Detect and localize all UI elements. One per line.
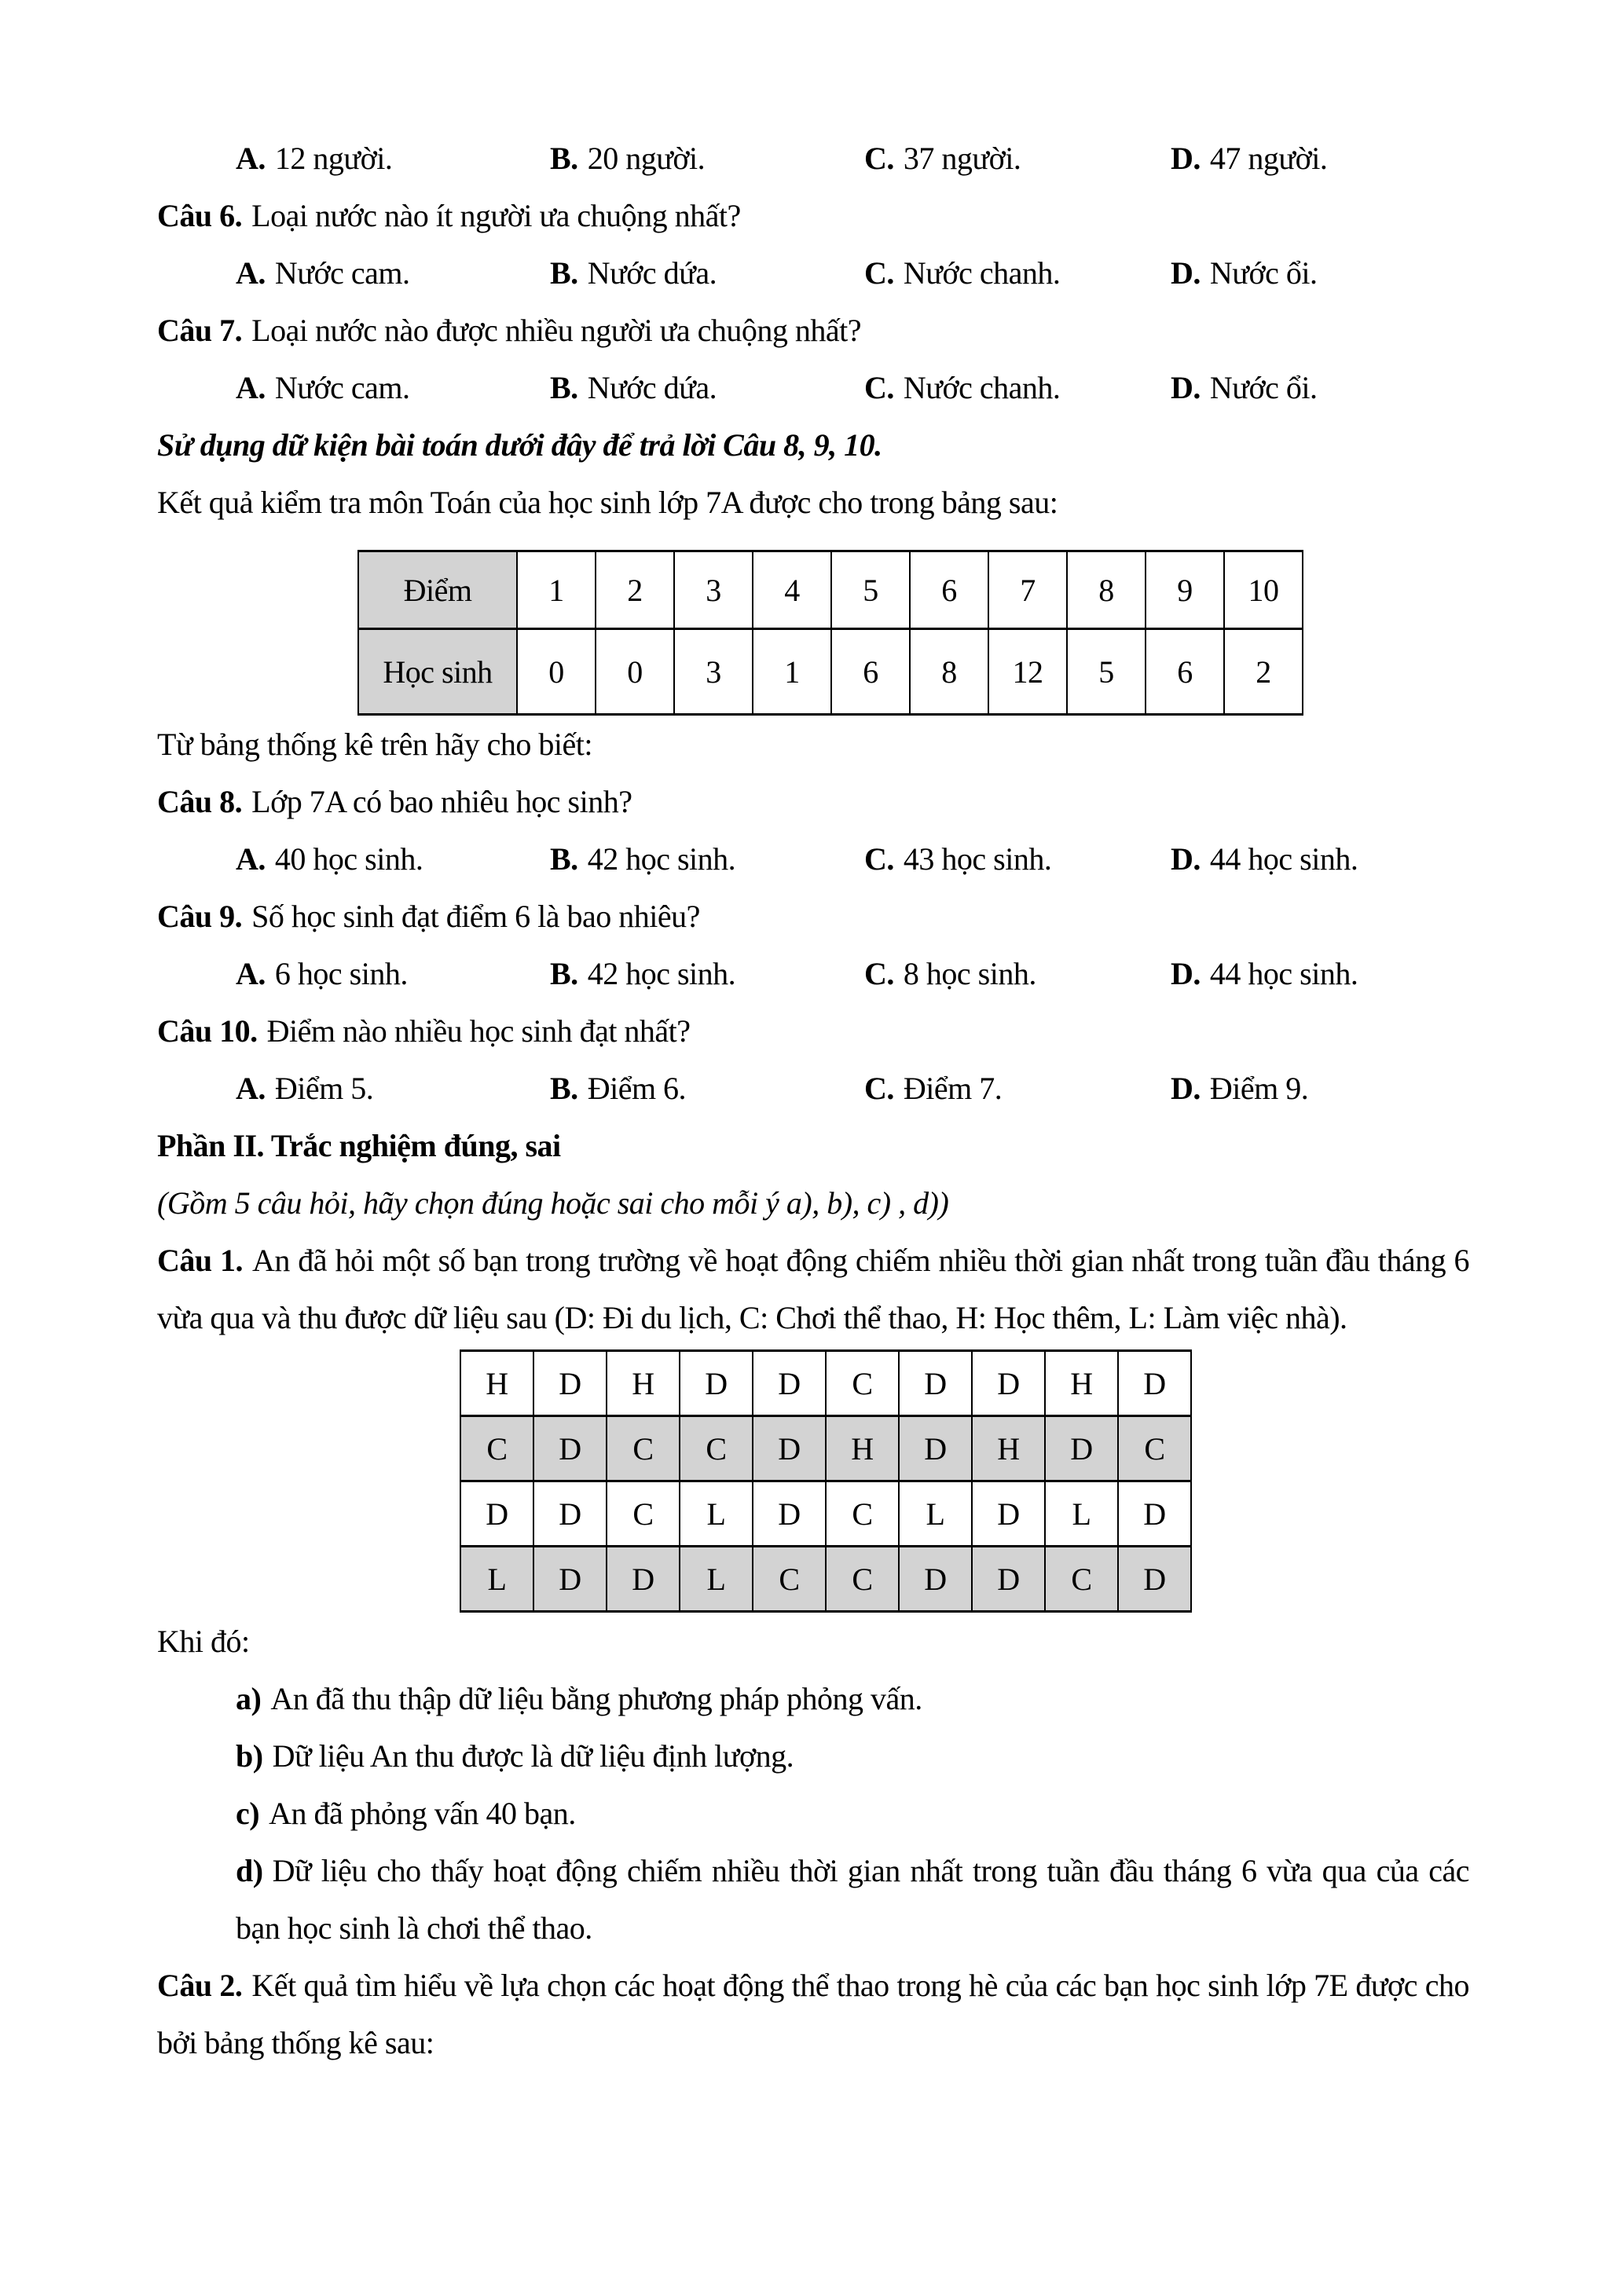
question-number: Câu 6. xyxy=(157,198,243,233)
option-label: C. xyxy=(864,1071,894,1106)
option-text: 12 người. xyxy=(274,141,393,176)
option-d xyxy=(1171,359,1469,416)
table-cell: 2 xyxy=(1224,629,1303,715)
question-text: Kết quả tìm hiểu về lựa chọn các hoạt động thể thao trong hè của các bạn học sinh lớp 7E được cho bởi bảng thống kê sau: xyxy=(157,1968,1469,2060)
option-text: 6 học sinh. xyxy=(274,956,408,991)
option-c xyxy=(864,1060,1171,1117)
table-cell: C xyxy=(607,1416,680,1481)
option-text: Điểm 9. xyxy=(1209,1071,1309,1106)
option-d xyxy=(1171,244,1469,302)
option-text: 47 người. xyxy=(1209,141,1328,176)
instruction-note xyxy=(157,416,1469,474)
table-cell: 8 xyxy=(1067,551,1146,629)
section-note xyxy=(157,1174,1469,1232)
table-cell: 8 xyxy=(910,629,988,715)
option-label: A. xyxy=(236,370,266,405)
table-cell: C xyxy=(1118,1416,1191,1481)
option-label: D. xyxy=(1171,255,1201,291)
question-line xyxy=(157,1002,1469,1060)
option-label: D. xyxy=(1171,370,1201,405)
table-row xyxy=(358,551,1303,629)
option-text: Nước chanh. xyxy=(903,370,1061,405)
table-cell: D xyxy=(899,1351,972,1416)
text-content: An đã thu thập dữ liệu bằng phương pháp phỏng vấn. xyxy=(270,1681,922,1716)
answer-options-row xyxy=(157,945,1469,1002)
question-number: Câu 7. xyxy=(157,313,243,348)
option-label: A. xyxy=(236,255,266,291)
question-line xyxy=(157,187,1469,244)
question-text: Loại nước nào được nhiều người ưa chuộng nhất? xyxy=(251,313,861,348)
table-cell: H xyxy=(460,1351,533,1416)
table-cell: 7 xyxy=(988,551,1067,629)
question-line xyxy=(157,1232,1469,1346)
paragraph xyxy=(157,474,1469,531)
question-text: Số học sinh đạt điểm 6 là bao nhiêu? xyxy=(251,899,700,934)
table-cell: 3 xyxy=(674,629,753,715)
question-line xyxy=(157,773,1469,830)
table-cell: 12 xyxy=(988,629,1067,715)
table-cell: C xyxy=(826,1481,899,1547)
option-label: C. xyxy=(864,841,894,877)
question-text: Loại nước nào ít người ưa chuộng nhất? xyxy=(251,198,741,233)
answer-options-row xyxy=(157,244,1469,302)
option-a xyxy=(236,830,550,888)
table-cell: C xyxy=(826,1351,899,1416)
table-cell: 6 xyxy=(910,551,988,629)
option-label: B. xyxy=(550,841,578,877)
option-text: 8 học sinh. xyxy=(903,956,1036,991)
table-cell: D xyxy=(1118,1481,1191,1547)
question-number: Câu 8. xyxy=(157,784,243,819)
option-text: 42 học sinh. xyxy=(587,841,736,877)
option-a xyxy=(236,1060,550,1117)
question-number: Câu 9. xyxy=(157,899,243,934)
table-cell: D xyxy=(899,1416,972,1481)
option-text: Nước dứa. xyxy=(587,255,717,291)
text-content: Sử dụng dữ kiện bài toán dưới đây để trả lời Câu 8, 9, 10. xyxy=(157,427,882,463)
option-label: B. xyxy=(550,1071,578,1106)
table-cell: 6 xyxy=(1146,629,1224,715)
table-cell: D xyxy=(753,1351,826,1416)
statement-line xyxy=(157,1842,1469,1957)
row-header-cell: Học sinh xyxy=(358,629,517,715)
option-label: A. xyxy=(236,141,266,176)
table-cell: 5 xyxy=(1067,629,1146,715)
option-b xyxy=(550,244,864,302)
option-label: D. xyxy=(1171,1071,1201,1106)
table-row xyxy=(358,629,1303,715)
table-row xyxy=(460,1547,1191,1612)
text-content: Kết quả kiểm tra môn Toán của học sinh lớp 7A được cho trong bảng sau: xyxy=(157,485,1058,520)
table-row xyxy=(460,1416,1191,1481)
option-label: D. xyxy=(1171,141,1201,176)
option-text: Nước dứa. xyxy=(587,370,717,405)
option-text: Nước cam. xyxy=(274,370,410,405)
option-a xyxy=(236,359,550,416)
option-b xyxy=(550,945,864,1002)
table-cell: H xyxy=(607,1351,680,1416)
option-label: C. xyxy=(864,956,894,991)
option-text: 42 học sinh. xyxy=(587,956,736,991)
option-text: Điểm 5. xyxy=(274,1071,374,1106)
table-cell: L xyxy=(899,1481,972,1547)
section-heading xyxy=(157,1117,1469,1174)
option-label: C. xyxy=(864,370,894,405)
table-cell: D xyxy=(1118,1351,1191,1416)
table-cell: C xyxy=(753,1547,826,1612)
option-label: B. xyxy=(550,370,578,405)
table-cell: D xyxy=(1118,1547,1191,1612)
table-cell: D xyxy=(972,1481,1045,1547)
statement-label: a) xyxy=(236,1681,262,1716)
question-line xyxy=(157,1957,1469,2071)
statement-label: c) xyxy=(236,1796,260,1831)
option-text: 20 người. xyxy=(587,141,706,176)
table-cell: L xyxy=(460,1547,533,1612)
table-cell: 1 xyxy=(517,551,596,629)
table-cell: L xyxy=(1045,1481,1118,1547)
option-c xyxy=(864,130,1171,187)
option-label: A. xyxy=(236,841,266,877)
option-text: Điểm 7. xyxy=(903,1071,1003,1106)
table-cell: H xyxy=(1045,1351,1118,1416)
option-d xyxy=(1171,830,1469,888)
text-content: Dữ liệu cho thấy hoạt động chiếm nhiều thời gian nhất trong tuần đầu tháng 6 vừa qua của các bạn học sinh là chơi thể thao. xyxy=(236,1853,1469,1946)
option-b xyxy=(550,359,864,416)
row-header-cell: Điểm xyxy=(358,551,517,629)
question-text: An đã hỏi một số bạn trong trường về hoạt động chiếm nhiều thời gian nhất trong tuần đầu tháng 6 vừa qua và thu được dữ liệu sau (D: Đi du lịch, C: Chơi thể thao, H: Học thêm, L: Làm việc nhà). xyxy=(157,1243,1469,1335)
option-label: A. xyxy=(236,956,266,991)
option-label: B. xyxy=(550,956,578,991)
paragraph xyxy=(157,1613,1469,1670)
table-cell: C xyxy=(680,1416,753,1481)
question-line xyxy=(157,888,1469,945)
table-cell: 0 xyxy=(517,629,596,715)
answer-options-row xyxy=(157,1060,1469,1117)
table-cell: D xyxy=(972,1351,1045,1416)
option-label: D. xyxy=(1171,956,1201,991)
table-cell: 9 xyxy=(1146,551,1224,629)
statement-label: b) xyxy=(236,1738,263,1774)
table-cell: H xyxy=(826,1416,899,1481)
table-cell: D xyxy=(533,1481,607,1547)
table-cell: 2 xyxy=(596,551,674,629)
option-label: C. xyxy=(864,141,894,176)
activity-table xyxy=(460,1349,1192,1613)
option-b xyxy=(550,1060,864,1117)
table-cell: 10 xyxy=(1224,551,1303,629)
text-content: An đã phỏng vấn 40 bạn. xyxy=(269,1796,576,1831)
statement-label: d) xyxy=(236,1853,263,1888)
option-a xyxy=(236,130,550,187)
option-text: 43 học sinh. xyxy=(903,841,1052,877)
answer-options-row xyxy=(157,830,1469,888)
option-label: D. xyxy=(1171,841,1201,877)
option-text: 44 học sinh. xyxy=(1209,956,1358,991)
question-number: Câu 1. xyxy=(157,1243,244,1278)
option-text: Nước chanh. xyxy=(903,255,1061,291)
option-text: 37 người. xyxy=(903,141,1021,176)
statement-line xyxy=(157,1727,1469,1785)
table-cell: D xyxy=(607,1547,680,1612)
option-d xyxy=(1171,130,1469,187)
option-d xyxy=(1171,945,1469,1002)
text-content: Phần II. Trắc nghiệm đúng, sai xyxy=(157,1128,561,1163)
option-text: 44 học sinh. xyxy=(1209,841,1358,877)
table-row xyxy=(460,1351,1191,1416)
option-text: Nước ổi. xyxy=(1209,370,1318,405)
text-content: (Gồm 5 câu hỏi, hãy chọn đúng hoặc sai cho mỗi ý a), b), c) , d)) xyxy=(157,1185,949,1221)
question-text: Lớp 7A có bao nhiêu học sinh? xyxy=(251,784,632,819)
table-row xyxy=(460,1481,1191,1547)
table-cell: D xyxy=(972,1547,1045,1612)
option-d xyxy=(1171,1060,1469,1117)
table-cell: C xyxy=(460,1416,533,1481)
option-text: Nước ổi. xyxy=(1209,255,1318,291)
table-cell: D xyxy=(460,1481,533,1547)
table-cell: D xyxy=(1045,1416,1118,1481)
question-number: Câu 2. xyxy=(157,1968,243,2003)
text-content: Dữ liệu An thu được là dữ liệu định lượng. xyxy=(272,1738,794,1774)
question-number: Câu 10. xyxy=(157,1013,258,1049)
table-cell: D xyxy=(753,1481,826,1547)
table-cell: D xyxy=(899,1547,972,1612)
text-content: Khi đó: xyxy=(157,1624,250,1659)
option-c xyxy=(864,244,1171,302)
option-c xyxy=(864,945,1171,1002)
table-cell: 1 xyxy=(753,629,831,715)
table-cell: 6 xyxy=(831,629,910,715)
table-cell: L xyxy=(680,1547,753,1612)
table-cell: 0 xyxy=(596,629,674,715)
table-cell: 4 xyxy=(753,551,831,629)
table-cell: C xyxy=(607,1481,680,1547)
table-cell: D xyxy=(680,1351,753,1416)
option-c xyxy=(864,830,1171,888)
option-b xyxy=(550,830,864,888)
option-text: Nước cam. xyxy=(274,255,410,291)
option-c xyxy=(864,359,1171,416)
table-cell: D xyxy=(753,1416,826,1481)
answer-options-row xyxy=(157,359,1469,416)
option-a xyxy=(236,244,550,302)
table-cell: D xyxy=(533,1416,607,1481)
option-label: C. xyxy=(864,255,894,291)
table-cell: D xyxy=(533,1547,607,1612)
question-line xyxy=(157,302,1469,359)
paragraph xyxy=(157,716,1469,773)
table-cell: 5 xyxy=(831,551,910,629)
statement-line xyxy=(157,1785,1469,1842)
answer-options-row xyxy=(157,130,1469,187)
option-text: Điểm 6. xyxy=(587,1071,687,1106)
option-label: B. xyxy=(550,255,578,291)
table-cell: C xyxy=(1045,1547,1118,1612)
option-label: A. xyxy=(236,1071,266,1106)
option-label: B. xyxy=(550,141,578,176)
question-text: Điểm nào nhiều học sinh đạt nhất? xyxy=(266,1013,691,1049)
table-cell: 3 xyxy=(674,551,753,629)
text-content: Từ bảng thống kê trên hãy cho biết: xyxy=(157,727,593,762)
score-table xyxy=(357,550,1303,716)
option-b xyxy=(550,130,864,187)
table-cell: D xyxy=(533,1351,607,1416)
option-text: 40 học sinh. xyxy=(274,841,423,877)
statement-line xyxy=(157,1670,1469,1727)
option-a xyxy=(236,945,550,1002)
table-cell: C xyxy=(826,1547,899,1612)
table-cell: L xyxy=(680,1481,753,1547)
table-cell: H xyxy=(972,1416,1045,1481)
